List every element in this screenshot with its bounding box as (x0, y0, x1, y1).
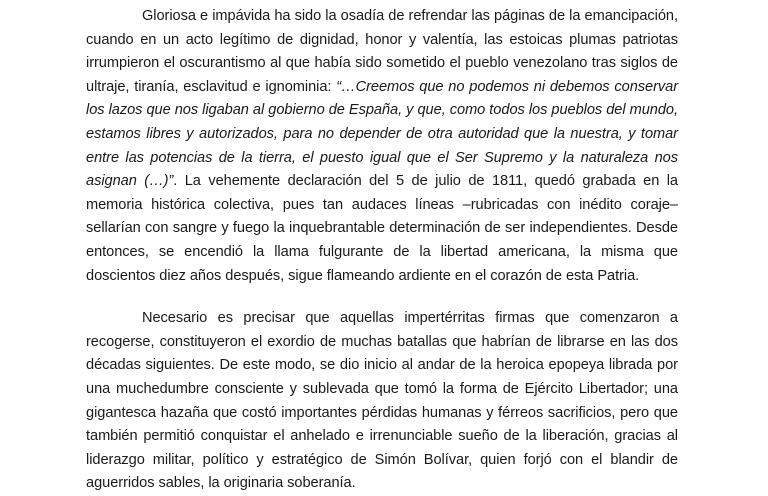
paragraph-2-text: Necesario es precisar que aquellas impertérritas firmas que comenzaron a recogerse, constituyeron el exordio de muchas batallas que habrían de librarse en las dos décadas siguientes. De este modo, se dio inicio al andar de la heroica epopeya librada por una muchedumbre consciente y sublevada que tomó la forma de Ejército Libertador; una gigantesca hazaña que costó importantes pérdidas humanas y férreos sacrificios, pero que también permitió conquistar el anhelado e irrenunciable sueño de la liberación, gracias al liderazgo militar, político y estratégico de Simón Bolívar, quien forjó con el blandir de aguerridos sables, la originaria soberanía. (86, 310, 678, 492)
paragraph-1-closing-text: . La vehemente declaración del 5 de julio de 1811, quedó grabada en la memoria histórica colectiva, pues tan audaces líneas –rubricadas con inédito coraje– sellarían con sangre y fuego la inquebrantable determinación de ser independientes. Desde entonces, se encendió la llama fulgurante de la libertad americana, la misma que doscientos diez años después, sigue flameando ardiente en el corazón de esta Patria. (86, 173, 678, 284)
paragraph-1-quote: “…Creemos que no podemos ni debemos conservar los lazos que nos ligaban al gobierno de España, y que, como todos los pueblos del mundo, estamos libres y autorizados, para no depender de otra autoridad que la nuestra, y tomar entre las potencias de la tierra, el puesto igual que el Ser Supremo y la naturaleza nos asignan (…)” (86, 78, 679, 190)
paragraph-liberation-army (86, 307, 678, 496)
paragraph-1-intro-text: Gloriosa e impávida ha sido la osadía de refrendar las páginas de la emancipación, cuando en un acto legítimo de dignidad, honor y valentía, las estoicas plumas patriotas irrumpieron el oscurantismo al que había sido sometido el pueblo venezolano tras siglos de ultraje, tiranía, esclavitud e ignominia: (86, 8, 678, 95)
paragraph-independence-declaration (86, 5, 678, 288)
